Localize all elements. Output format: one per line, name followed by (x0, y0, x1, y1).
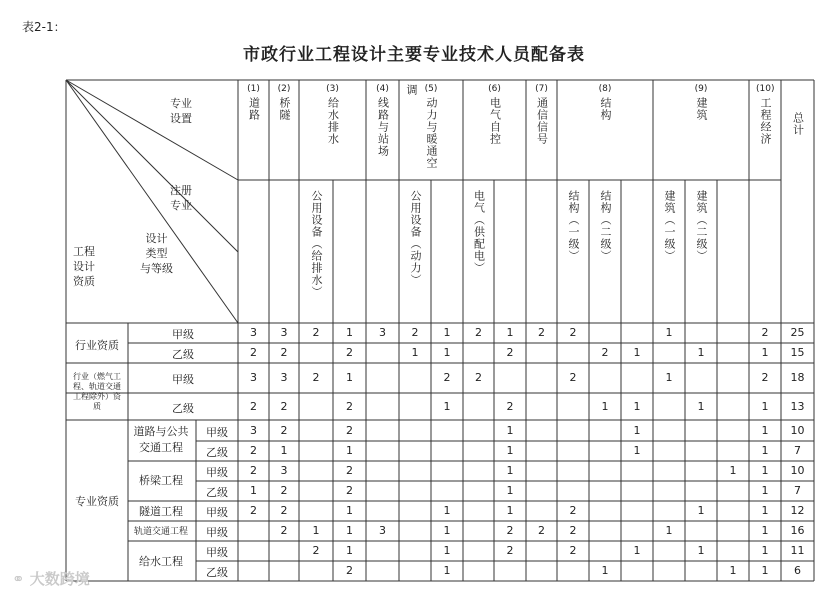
major-header-7-number: (7) (535, 84, 548, 94)
table-cell: 1 (761, 544, 769, 557)
table-cell: 2 (250, 464, 257, 477)
table-cell: 16 (790, 524, 805, 537)
subtype-rail: 轨道交通工程 (133, 527, 188, 537)
table-cell: 2 (280, 399, 288, 413)
grade-label: 乙级 (206, 566, 228, 579)
major-header-1-number: (1) (247, 84, 260, 94)
table-cell: 1 (761, 346, 769, 359)
major-header-5-number: (5) (424, 84, 438, 94)
table-cell: 2 (250, 444, 257, 457)
table-cell: 2 (280, 524, 288, 537)
table-cell: 3 (250, 371, 257, 384)
table-cell: 1 (250, 484, 257, 497)
table-cell: 1 (346, 326, 353, 339)
grade-label: 甲级 (206, 506, 228, 519)
table-cell: 11 (790, 544, 805, 557)
table-cell: 2 (443, 371, 451, 384)
table-cell: 2 (475, 326, 482, 339)
table-cell: 1 (697, 346, 705, 359)
table-cell: 1 (633, 399, 641, 413)
table-cell: 1 (443, 346, 451, 359)
registered-label-3: 电气（供配电） (472, 190, 486, 274)
table-cell: 2 (312, 326, 320, 339)
subtype-road: 道路与公共 交通工程 (133, 425, 189, 454)
table-cell: 1 (697, 544, 705, 557)
major-header-2-number: (2) (277, 84, 291, 94)
group-industry-excl: 行业（燃气工 程、轨道交通 工程除外）资 质 (73, 372, 121, 411)
grade-label: 甲级 (206, 546, 228, 559)
table-cell: 1 (761, 564, 769, 577)
table-cell: 2 (475, 371, 482, 384)
table-cell: 2 (569, 326, 577, 339)
table-cell: 1 (761, 423, 769, 437)
table-cell: 25 (790, 326, 805, 339)
registered-label-5: 结构（二级） (599, 190, 612, 262)
major-header-2-label: 桥隧 (278, 97, 291, 121)
table-cell: 1 (506, 423, 514, 437)
table-cell: 1 (506, 444, 514, 457)
table-cell: 2 (280, 423, 288, 437)
table-cell: 1 (346, 504, 353, 517)
table-cell: 3 (379, 524, 386, 537)
table-cell: 2 (250, 346, 257, 359)
table-cell: 1 (697, 399, 705, 413)
table-cell: 1 (601, 564, 609, 577)
table-cell: 2 (569, 524, 577, 537)
table-cell: 2 (346, 423, 353, 437)
subtype-bridge: 桥梁工程 (139, 474, 183, 487)
table-cell: 1 (761, 504, 769, 517)
table-cell: 1 (346, 371, 353, 384)
table-cell: 1 (506, 484, 514, 497)
corner-design-type: 设计 类型 与等级 (140, 232, 173, 275)
major-header-6-number: (6) (488, 84, 501, 94)
table-cell: 7 (794, 444, 801, 457)
table-cell: 2 (346, 464, 353, 477)
table-cell: 6 (794, 564, 801, 577)
table-cell: 1 (443, 524, 451, 537)
table-cell: 12 (790, 504, 805, 517)
corner-qualification: 工程 设计 资质 (73, 245, 95, 288)
table-cell: 2 (346, 346, 353, 359)
major-header-9-label: 建筑 (695, 97, 708, 121)
table-cell: 7 (794, 484, 801, 497)
major-header-11-label: 总计 (791, 112, 805, 136)
table-cell: 1 (761, 524, 769, 537)
table-cell: 2 (346, 484, 353, 497)
table-cell: 18 (790, 371, 805, 384)
major-header-9-number: (9) (694, 84, 708, 94)
table-cell: 3 (250, 326, 257, 339)
table-cell: 3 (280, 464, 288, 477)
subtype-tunnel: 隧道工程 (139, 505, 183, 518)
group-industry: 行业资质 (75, 339, 119, 352)
grade-label: 乙级 (206, 446, 228, 459)
table-cell: 1 (729, 564, 737, 577)
table-cell: 1 (633, 444, 641, 457)
table-cell: 10 (790, 423, 805, 437)
table-cell: 2 (538, 524, 545, 537)
table-cell: 2 (506, 399, 514, 413)
table-cell: 3 (280, 371, 288, 384)
table-cell: 1 (506, 464, 514, 477)
table-cell: 2 (312, 544, 320, 557)
table-cell: 15 (790, 346, 805, 359)
major-header-1-label: 道路 (247, 97, 261, 121)
table-cell: 2 (312, 371, 320, 384)
major-header-4-label: 线路与站场 (376, 97, 390, 157)
table-cell: 1 (506, 326, 514, 339)
table-cell: 1 (506, 504, 514, 517)
table-cell: 3 (379, 326, 386, 339)
major-header-6-label: 电气自控 (488, 97, 502, 145)
table-cell: 1 (633, 423, 641, 437)
table-cell: 1 (761, 399, 769, 413)
grade-label: 甲级 (206, 526, 228, 539)
table-cell: 10 (790, 464, 805, 477)
table-cell: 1 (729, 464, 737, 477)
major-header-10-label: 工程经济 (759, 97, 772, 145)
table-cell: 2 (280, 504, 288, 517)
table-cell: 1 (443, 326, 451, 339)
registered-label-1: 公用设备（给排水） (310, 190, 323, 298)
table-cell: 13 (790, 399, 805, 413)
grade-label: 乙级 (172, 348, 194, 361)
table-cell: 1 (443, 504, 451, 517)
table-cell: 2 (569, 504, 577, 517)
table-cell: 1 (443, 544, 451, 557)
subtype-water: 给水工程 (139, 555, 183, 568)
grade-label: 甲级 (206, 466, 228, 479)
table-cell: 2 (250, 399, 257, 413)
table-cell: 1 (346, 544, 353, 557)
table-cell: 1 (346, 444, 353, 457)
table-cell: 1 (346, 524, 353, 537)
table-cell: 1 (411, 346, 419, 359)
major-header-8-number: (8) (598, 84, 612, 94)
table-cell: 1 (761, 464, 769, 477)
registered-label-6: 建筑（一级） (663, 190, 676, 262)
registered-label-4: 结构（一级） (567, 190, 580, 262)
major-header-10-number: (10) (756, 84, 775, 94)
grade-label: 甲级 (172, 373, 194, 386)
grade-label: 甲级 (206, 425, 228, 439)
corner-diagonal (66, 80, 238, 252)
table-caption: 表2-1： (22, 20, 66, 34)
major-header-8-label: 结构 (599, 97, 612, 121)
table-cell: 2 (506, 524, 514, 537)
table-cell: 2 (250, 504, 257, 517)
table-cell: 1 (665, 524, 673, 537)
grade-label: 乙级 (172, 401, 194, 415)
table-cell: 2 (506, 544, 514, 557)
table-cell: 2 (506, 346, 514, 359)
major-header-4-number: (4) (376, 84, 389, 94)
table-cell: 2 (411, 326, 419, 339)
corner-major-setting: 专业 设置 (170, 97, 192, 125)
major-header-5-label: 动力与暖通空 (425, 97, 438, 169)
table-cell: 2 (538, 326, 545, 339)
table-cell: 2 (761, 326, 769, 339)
watermark-logo: ⚭ 大数跨境 (12, 570, 90, 588)
table-cell: 1 (633, 346, 641, 359)
table-cell: 2 (346, 399, 353, 413)
table-cell: 1 (443, 564, 451, 577)
table-cell: 2 (346, 564, 353, 577)
table-cell: 2 (280, 484, 288, 497)
major-header-3-label: 给水排水 (326, 97, 340, 145)
table-cell: 1 (665, 371, 673, 384)
table-cell: 1 (443, 399, 451, 413)
table-cell: 1 (312, 524, 320, 537)
table-cell: 1 (633, 544, 641, 557)
grade-label: 甲级 (172, 328, 194, 341)
table-cell: 2 (761, 371, 769, 384)
table-cell: 2 (569, 544, 577, 557)
table-cell: 1 (697, 504, 705, 517)
table-cell: 1 (761, 444, 769, 457)
major-header-5-prefix: 调 (405, 84, 418, 96)
page-title: 市政行业工程设计主要专业技术人员配备表 (243, 45, 585, 65)
group-specialty: 专业资质 (75, 495, 119, 508)
major-header-7-label: 通信信号 (535, 97, 549, 145)
major-header-3-number: (3) (326, 84, 339, 94)
registered-label-2: 公用设备（动力） (409, 190, 422, 286)
table-cell: 2 (280, 346, 288, 359)
table-cell: 3 (250, 423, 257, 437)
table-cell: 1 (280, 444, 288, 457)
table-cell: 2 (569, 371, 577, 384)
table-cell: 2 (601, 346, 609, 359)
table-cell: 1 (761, 484, 769, 497)
registered-label-7: 建筑（二级） (695, 190, 708, 262)
grade-label: 乙级 (206, 486, 228, 499)
corner-registered-major: 注册 专业 (170, 184, 192, 212)
corner-diagonal (66, 80, 238, 180)
table-cell: 3 (280, 326, 288, 339)
table-cell: 1 (665, 326, 673, 339)
table-cell: 1 (601, 399, 609, 413)
